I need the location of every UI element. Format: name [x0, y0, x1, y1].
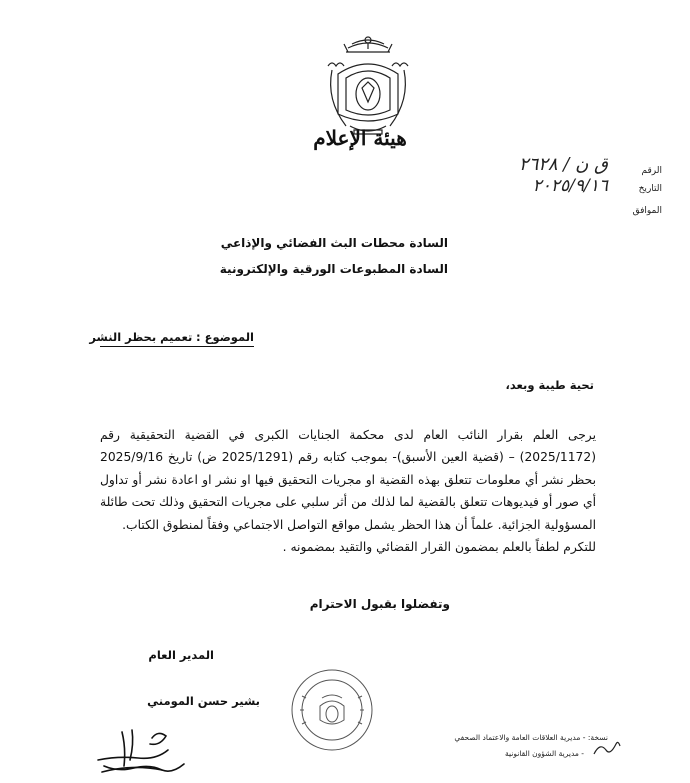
addressee-print: السادة المطبوعات الورقية والإلكترونية [219, 262, 448, 276]
body-paragraph: يرجى العلم بقرار النائب العام لدى محكمة الجنايات الكبرى في القضية التحقيقية رقم (2025/1172) – (قضية العين الأسبق)- بموجب كتابه رقم (2025/1291 ض) تاريخ 2025/9/16 بحظر نشر أي معلومات تتعلق بهذه القضية او مجريات التحقيق فيها او نشر او اعادة نشر أو تداول أي صور أو فيديوهات تتعلق بالقضية لما لذلك من أثر سلبي على مجريات التحقيق وذلك تحت طائلة المسؤولية الجزائية. علماً أن هذا الحظر يشمل مواقع التواصل الاجتماعي وفقاً لمنطوق الكتاب. [100, 428, 596, 532]
handwritten-signature-icon [92, 720, 192, 776]
reference-date-value: ٢٠٢٥/٩/١٦ [532, 176, 608, 196]
closing-line: وتفضلوا بقبول الاحترام [309, 597, 450, 611]
official-stamp-icon [288, 666, 376, 754]
subject-line [89, 330, 254, 344]
copies-label: نسخة: [587, 733, 608, 742]
signer-name: بشير حسن المومني [147, 694, 260, 708]
organization-name: هيئة الإعلام [313, 126, 407, 150]
subject-underline [100, 346, 254, 347]
reference-hijri-label: الموافق [632, 206, 662, 216]
greeting: تحية طيبة وبعد، [505, 378, 594, 392]
body-paragraph: للتكرم لطفاً بالعلم بمضمون القرار القضائي والتقيد بمضمونه . [282, 540, 596, 555]
copies-block [454, 730, 608, 762]
reference-number-label: الرقم [641, 166, 662, 176]
letter-body [100, 424, 596, 558]
reference-number-value: ق ن / ٢٦٢٨ [518, 154, 608, 175]
initials-scribble-icon [592, 738, 622, 760]
subject-label: الموضوع : [196, 330, 254, 344]
reference-date-label: التاريخ [638, 184, 662, 194]
signer-title: المدير العام [148, 648, 214, 662]
copy-recipient: - مديرية الشؤون القانونية [505, 749, 584, 758]
addressee-broadcast: السادة محطات البث الفضائي والإذاعي [220, 236, 448, 250]
copy-recipient: - مديرية العلاقات العامة والاعتماد الصحفي [454, 733, 586, 742]
subject-text: تعميم بحظر النشر [89, 330, 193, 344]
